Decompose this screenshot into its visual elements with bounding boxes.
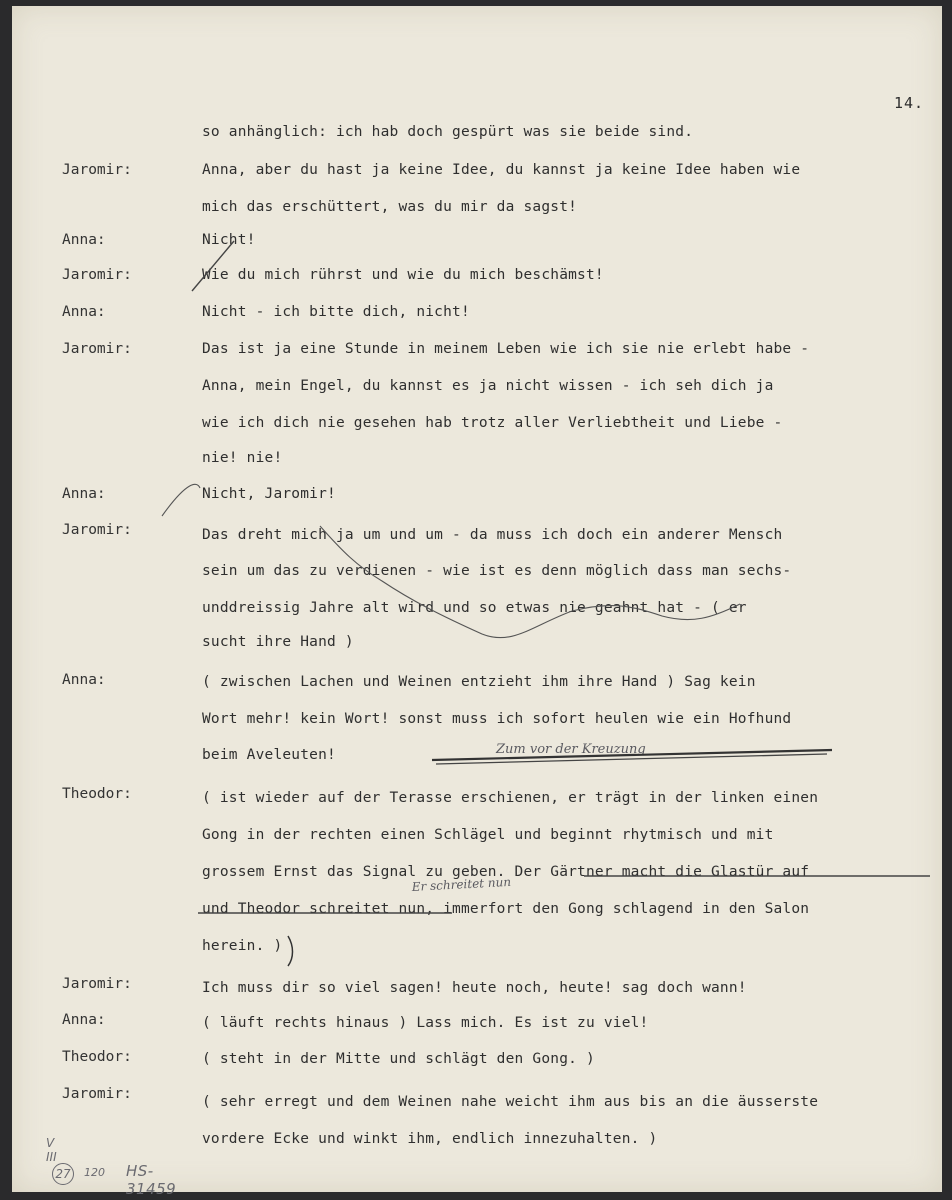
line-text: ( läuft rechts hinaus ) Lass mich. Es ist zu viel! [202, 1015, 649, 1031]
line-text: Wort mehr! kein Wort! sonst muss ich sofort heulen wie ein Hofhund [202, 711, 792, 727]
speaker: Jaromir: [62, 976, 132, 992]
line-text: und Theodor schreitet nun, immerfort den Gong schlagend in den Salon [202, 901, 810, 917]
archive-folio: 27 [52, 1163, 74, 1185]
line-text: sucht ihre Hand ) [202, 634, 354, 650]
line-text: ( sehr erregt und dem Weinen nahe weicht ihm aus bis an die äusserste [202, 1094, 819, 1110]
line-text: Wie du mich rührst und wie du mich beschämst! [202, 267, 604, 283]
line-text: herein. ) [202, 938, 283, 954]
speaker: Jaromir: [62, 267, 132, 283]
line-text: Nicht, Jaromir! [202, 486, 336, 502]
line-text: wie ich dich nie gesehen hab trotz aller Verliebtheit und Liebe - [202, 415, 783, 431]
line-text: unddreissig Jahre alt wird und so etwas nie geahnt hat - ( er [202, 600, 747, 616]
line-text: ( ist wieder auf der Terasse erschienen, er trägt in der linken einen [202, 790, 819, 806]
archive-sub: 120 [84, 1166, 105, 1179]
line-text: ( steht in der Mitte und schlägt den Gong. ) [202, 1051, 595, 1067]
speaker: Jaromir: [62, 162, 132, 178]
slash-mark [192, 241, 234, 291]
line-text: Das dreht mich ja um und um - da muss ich doch ein anderer Mensch [202, 527, 783, 543]
line-text: Gong in der rechten einen Schlägel und beginnt rhytmisch und mit [202, 827, 774, 843]
line-text: so anhänglich: ich hab doch gespürt was sie beide sind. [202, 124, 694, 140]
archive-roman: V III [46, 1136, 57, 1164]
line-text: grossem Ernst das Signal zu geben. Der Gärtner macht die Glastür auf [202, 864, 810, 880]
line-text: Ich muss dir so viel sagen! heute noch, heute! sag doch wann! [202, 980, 747, 996]
speaker: Anna: [62, 304, 106, 320]
speaker: Jaromir: [62, 341, 132, 357]
manuscript-page [12, 6, 942, 1198]
speaker: Anna: [62, 1012, 106, 1028]
page-number: 14. [894, 94, 925, 112]
insert-note: Er schreitet nun [411, 874, 512, 894]
speaker: Theodor: [62, 1049, 132, 1065]
speaker: Anna: [62, 672, 106, 688]
speaker: Jaromir: [62, 1086, 132, 1102]
line-text: ( zwischen Lachen und Weinen entzieht ihm ihre Hand ) Sag kein [202, 674, 756, 690]
archive-signature: HS-31459 [126, 1162, 177, 1198]
speaker: Anna: [62, 232, 106, 248]
line-text: Nicht! [202, 232, 256, 248]
speaker: Jaromir: [62, 522, 132, 538]
line-text: nie! nie! [202, 450, 283, 466]
struck-note: Zum vor der Kreuzung [496, 742, 646, 757]
speaker: Anna: [62, 486, 106, 502]
line-text: Anna, aber du hast ja keine Idee, du kannst ja keine Idee haben wie [202, 162, 801, 178]
line-text: mich das erschüttert, was du mir da sagst! [202, 199, 578, 215]
line-text: Anna, mein Engel, du kannst es ja nicht wissen - ich seh dich ja [202, 378, 774, 394]
line-text: Das ist ja eine Stunde in meinem Leben wie ich sie nie erlebt habe - [202, 341, 810, 357]
line-text: vordere Ecke und winkt ihm, endlich innezuhalten. ) [202, 1131, 658, 1147]
line-text: sein um das zu verdienen - wie ist es denn möglich dass man sechs- [202, 563, 792, 579]
line-text: beim Aveleuten! [202, 747, 336, 763]
speaker: Theodor: [62, 786, 132, 802]
line-text: Nicht - ich bitte dich, nicht! [202, 304, 470, 320]
